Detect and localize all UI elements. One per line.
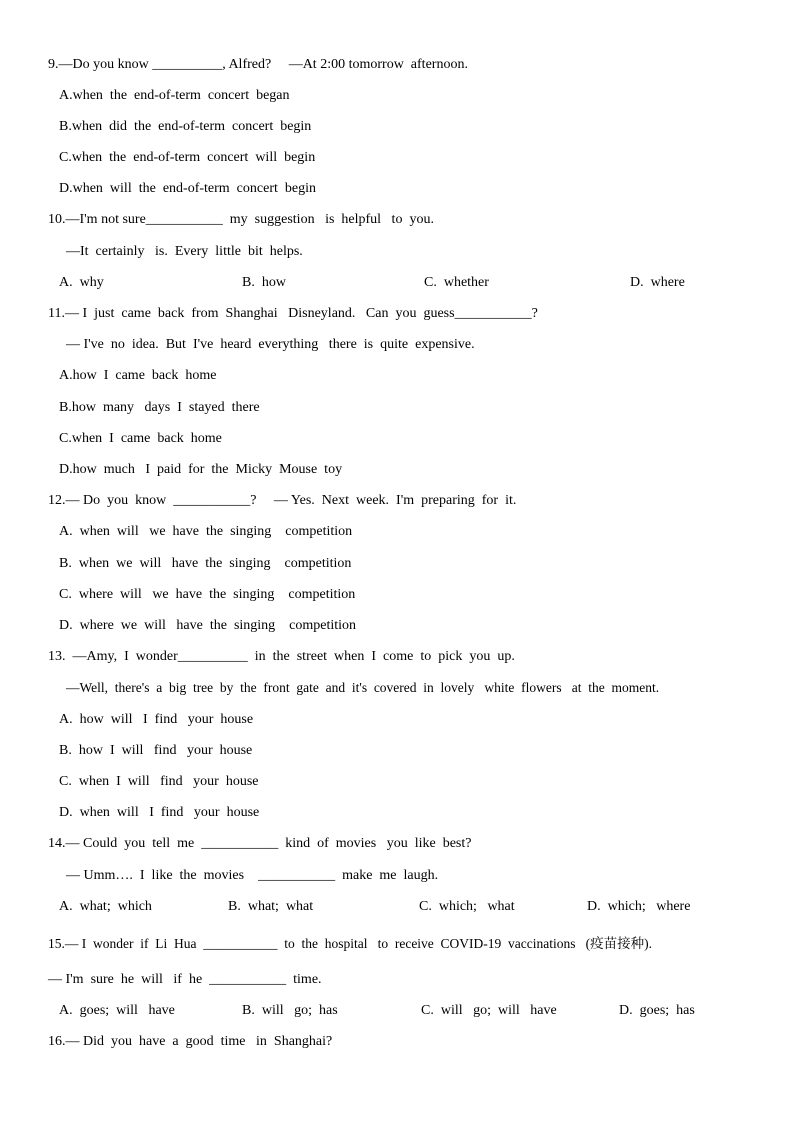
q13-option-c: C. when I will find your house: [59, 774, 259, 789]
q11-option-d: D.how much I paid for the Micky Mouse toy: [59, 462, 343, 477]
q11-stem: 11.— I just came back from Shanghai Disneyland. Can you guess___________?: [48, 306, 538, 321]
q10-option-b: B. how: [242, 275, 286, 290]
q12-option-a: A. when will we have the singing competition: [59, 524, 353, 539]
q13-option-d: D. when will I find your house: [59, 805, 260, 820]
q16-stem: 16.— Did you have a good time in Shanghai?: [48, 1034, 333, 1049]
q11-option-b: B.how many days I stayed there: [59, 400, 260, 415]
q11-reply: — I've no idea. But I've heard everything there is quite expensive.: [66, 337, 475, 352]
q12-option-c: C. where will we have the singing competition: [59, 587, 356, 602]
q13-stem: 13. —Amy, I wonder__________ in the street when I come to pick you up.: [48, 649, 515, 664]
q10-reply: —It certainly is. Every little bit helps.: [66, 244, 303, 259]
q15-option-c: C. will go; will have: [421, 1003, 557, 1018]
q13-option-b: B. how I will find your house: [59, 743, 253, 758]
q14-option-c: C. which; what: [419, 899, 515, 914]
q15-option-b: B. will go; has: [242, 1003, 338, 1018]
q13-reply: —Well, there's a big tree by the front gate and it's covered in lovely white flowers at the moment.: [66, 680, 660, 695]
q11-option-c: C.when I came back home: [59, 431, 222, 446]
q12-option-b: B. when we will have the singing competition: [59, 556, 352, 571]
q14-reply: — Umm…. I like the movies ___________ make me laugh.: [66, 868, 439, 883]
q15-option-d: D. goes; has: [619, 1003, 695, 1018]
q14-option-a: A. what; which: [59, 899, 152, 914]
q9-stem: 9.—Do you know __________, Alfred? —At 2:00 tomorrow afternoon.: [48, 57, 468, 72]
q12-option-d: D. where we will have the singing competition: [59, 618, 357, 633]
q9-option-b: B.when did the end-of-term concert begin: [59, 119, 312, 134]
q12-stem: 12.— Do you know ___________? — Yes. Next week. I'm preparing for it.: [48, 493, 517, 508]
q10-stem: 10.—I'm not sure___________ my suggestion is helpful to you.: [48, 212, 434, 227]
q13-option-a: A. how will I find your house: [59, 712, 254, 727]
q9-option-c: C.when the end-of-term concert will begin: [59, 150, 316, 165]
q15-option-a: A. goes; will have: [59, 1003, 175, 1018]
q9-option-a: A.when the end-of-term concert began: [59, 88, 290, 103]
q14-option-b: B. what; what: [228, 899, 314, 914]
q15-stem: 15.— I wonder if Li Hua ___________ to the hospital to receive COVID-19 vaccinations (疫苗接种).: [48, 936, 653, 951]
q14-option-d: D. which; where: [587, 899, 691, 914]
q9-option-d: D.when will the end-of-term concert begin: [59, 181, 316, 196]
q10-option-c: C. whether: [424, 275, 489, 290]
q15-reply: — I'm sure he will if he ___________ time.: [48, 972, 322, 987]
q10-option-a: A. why: [59, 275, 104, 290]
q11-option-a: A.how I came back home: [59, 368, 217, 383]
q14-stem: 14.— Could you tell me ___________ kind of movies you like best?: [48, 836, 472, 851]
q10-option-d: D. where: [630, 275, 685, 290]
